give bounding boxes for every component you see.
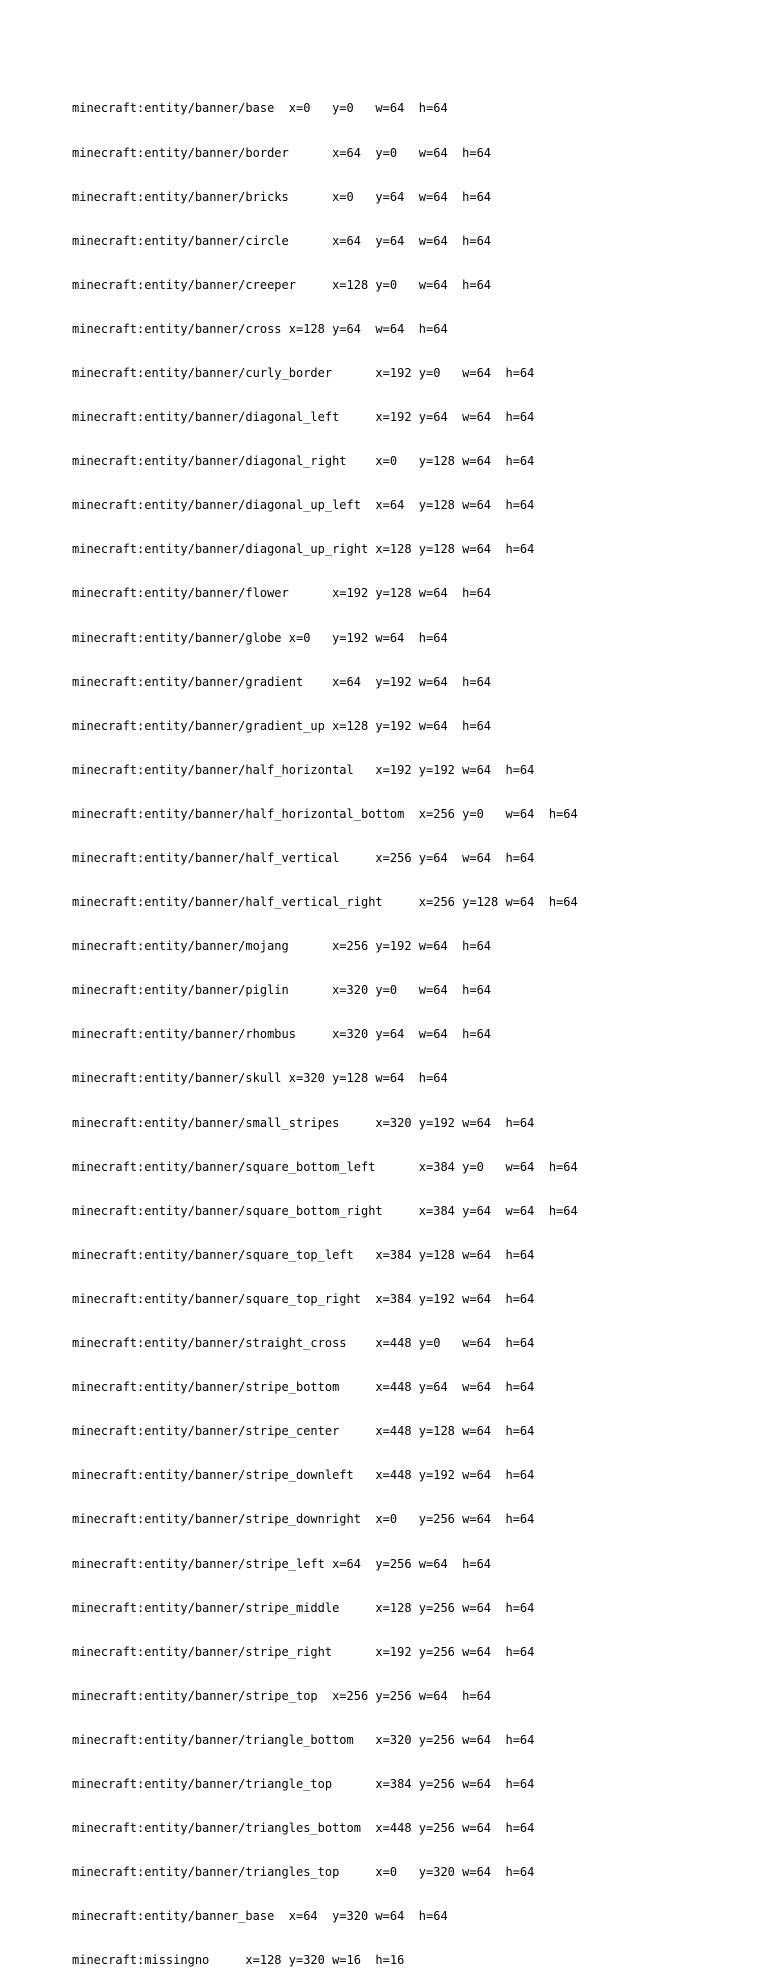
listing-line: minecraft:entity/banner/stripe_downright x=0 y=256 w=64 h=64 (72, 1512, 535, 1527)
listing-line: minecraft:entity/banner/diagonal_right x=0 y=128 w=64 h=64 (72, 454, 535, 469)
listing-line: minecraft:entity/banner/bricks x=0 y=64 w=64 h=64 (72, 189, 492, 204)
listing-line: minecraft:entity/banner/diagonal_up_right x=128 y=128 w=64 h=64 (72, 542, 535, 557)
listing-line: minecraft:entity/banner/triangles_bottom x=448 y=256 w=64 h=64 (72, 1821, 535, 1836)
listing-line: minecraft:entity/banner/half_vertical_right x=256 y=128 w=64 h=64 (72, 895, 578, 910)
listing-line: minecraft:entity/banner/stripe_right x=192 y=256 w=64 h=64 (72, 1644, 535, 1659)
listing-line: minecraft:entity/banner/stripe_center x=448 y=128 w=64 h=64 (72, 1424, 535, 1439)
listing-line: minecraft:entity/banner/base x=0 y=0 w=64 h=64 (72, 101, 448, 116)
listing-line: minecraft:entity/banner/square_top_left x=384 y=128 w=64 h=64 (72, 1247, 535, 1262)
listing-line: minecraft:entity/banner/stripe_left x=64 y=256 w=64 h=64 (72, 1556, 492, 1571)
listing-line: minecraft:entity/banner/flower x=192 y=128 w=64 h=64 (72, 586, 492, 601)
listing-line: minecraft:entity/banner/gradient x=64 y=192 w=64 h=64 (72, 674, 492, 689)
listing-line: minecraft:entity/banner/border x=64 y=0 w=64 h=64 (72, 145, 492, 160)
listing-line: minecraft:entity/banner/diagonal_up_left x=64 y=128 w=64 h=64 (72, 498, 535, 513)
listing-line: minecraft:entity/banner/square_bottom_left x=384 y=0 w=64 h=64 (72, 1159, 578, 1174)
listing-line: minecraft:entity/banner/globe x=0 y=192 w=64 h=64 (72, 630, 448, 645)
listing-line: minecraft:entity/banner/stripe_downleft x=448 y=192 w=64 h=64 (72, 1468, 535, 1483)
listing-line: minecraft:entity/banner/cross x=128 y=64 w=64 h=64 (72, 321, 448, 336)
listing-line: minecraft:entity/banner/gradient_up x=128 y=192 w=64 h=64 (72, 718, 492, 733)
listing-line: minecraft:entity/banner/piglin x=320 y=0 w=64 h=64 (72, 983, 492, 998)
text-listing (72, 72, 752, 1983)
listing-line: minecraft:entity/banner/stripe_bottom x=448 y=64 w=64 h=64 (72, 1380, 535, 1395)
listing-line: minecraft:entity/banner/rhombus x=320 y=64 w=64 h=64 (72, 1027, 492, 1042)
listing-line: minecraft:entity/banner/half_vertical x=256 y=64 w=64 h=64 (72, 851, 535, 865)
listing-line: minecraft:missingno x=128 y=320 w=16 h=16 (72, 1953, 405, 1968)
listing-line: minecraft:entity/banner/skull x=320 y=128 w=64 h=64 (72, 1071, 448, 1086)
listing-line: minecraft:entity/banner/square_bottom_right x=384 y=64 w=64 h=64 (72, 1203, 578, 1218)
listing-line: minecraft:entity/banner/creeper x=128 y=0 w=64 h=64 (72, 277, 492, 292)
listing-line: minecraft:entity/banner/straight_cross x=448 y=0 w=64 h=64 (72, 1336, 535, 1351)
listing-line: minecraft:entity/banner/square_top_right x=384 y=192 w=64 h=64 (72, 1291, 535, 1306)
listing-line: minecraft:entity/banner/triangle_top x=384 y=256 w=64 h=64 (72, 1776, 535, 1791)
listing-line: minecraft:entity/banner/mojang x=256 y=192 w=64 h=64 (72, 939, 492, 954)
listing-line: minecraft:entity/banner/stripe_middle x=128 y=256 w=64 h=64 (72, 1600, 535, 1615)
listing-line: minecraft:entity/banner_base x=64 y=320 w=64 h=64 (72, 1909, 448, 1924)
listing-line: minecraft:entity/banner/half_horizontal_bottom x=256 y=0 w=64 h=64 (72, 806, 578, 821)
listing-line: minecraft:entity/banner/diagonal_left x=192 y=64 w=64 h=64 (72, 410, 535, 425)
listing-line: minecraft:entity/banner/stripe_top x=256 y=256 w=64 h=64 (72, 1688, 492, 1703)
listing-line: minecraft:entity/banner/triangle_bottom x=320 y=256 w=64 h=64 (72, 1732, 535, 1747)
listing-line: minecraft:entity/banner/curly_border x=192 y=0 w=64 h=64 (72, 365, 535, 380)
listing-line: minecraft:entity/banner/circle x=64 y=64 w=64 h=64 (72, 233, 492, 248)
listing-line: minecraft:entity/banner/triangles_top x=0 y=320 w=64 h=64 (72, 1865, 535, 1880)
listing-line: minecraft:entity/banner/half_horizontal x=192 y=192 w=64 h=64 (72, 762, 535, 777)
listing-line: minecraft:entity/banner/small_stripes x=320 y=192 w=64 h=64 (72, 1115, 535, 1130)
